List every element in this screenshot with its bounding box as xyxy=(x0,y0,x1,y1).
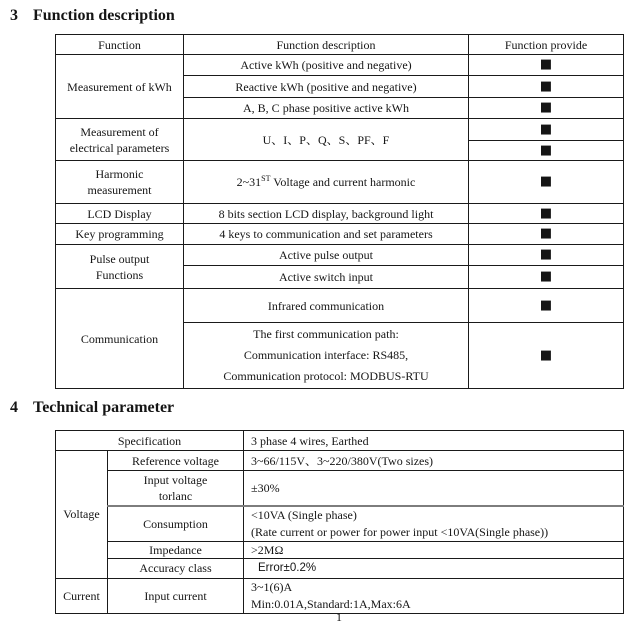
cell-line: Functions xyxy=(95,267,144,282)
cell-consumption-value xyxy=(244,506,624,542)
cell-key-desc: 4 keys to communication and set parameters xyxy=(184,224,469,245)
table-row xyxy=(56,431,624,451)
cell-line: The first communication path: xyxy=(253,327,399,341)
cell-pulse-output-functions xyxy=(56,245,184,289)
provide-mark: ■ xyxy=(469,289,624,323)
table-row xyxy=(56,245,624,266)
provide-mark: ■ xyxy=(469,55,624,76)
cell-input-voltage-tolerance-label xyxy=(108,471,244,506)
cell-voltage-group: Voltage xyxy=(56,451,108,579)
page-number: 1 xyxy=(336,610,342,624)
cell-line: torlanc xyxy=(158,488,193,503)
cell-impedance-label: Impedance xyxy=(108,541,244,558)
cell-line: Min:0.01A,Standard:1A,Max:6A xyxy=(251,596,411,611)
section-4-title: Technical parameter xyxy=(33,399,175,416)
provide-mark: ■ xyxy=(469,224,624,245)
table-row xyxy=(56,55,624,76)
cell-line: Harmonic xyxy=(95,167,144,181)
technical-parameter-table xyxy=(55,430,624,614)
harmonic-range: 2~31 xyxy=(236,175,262,189)
section-3-title: Function description xyxy=(33,7,175,24)
table-row xyxy=(56,204,624,224)
cell-consumption-label: Consumption xyxy=(108,506,244,542)
cell-input-current-label: Input current xyxy=(108,578,244,613)
provide-mark: ■ xyxy=(469,141,624,161)
header-function-description: Function description xyxy=(184,35,469,55)
cell-impedance-value: >2MΩ xyxy=(244,541,624,558)
cell-line: Communication protocol: MODBUS-RTU xyxy=(223,369,429,383)
cell-input-voltage-tolerance-value: ±30% xyxy=(244,471,624,506)
table-row xyxy=(56,506,624,542)
cell-communication: Communication xyxy=(56,289,184,389)
table-row xyxy=(56,289,624,323)
table-row xyxy=(56,119,624,141)
table-row xyxy=(56,578,624,613)
table-row xyxy=(56,558,624,578)
cell-active-switch-input: Active switch input xyxy=(184,266,469,289)
cell-line: Input voltage xyxy=(143,472,208,487)
cell-harmonic-measurement xyxy=(56,161,184,204)
table-row xyxy=(56,541,624,558)
cell-key-programming: Key programming xyxy=(56,224,184,245)
table-row xyxy=(56,451,624,471)
provide-mark: ■ xyxy=(469,266,624,289)
provide-mark: ■ xyxy=(469,204,624,224)
cell-line: 3~1(6)A xyxy=(251,579,293,594)
table-row xyxy=(56,161,624,204)
cell-line: measurement xyxy=(87,183,152,197)
cell-line: <10VA (Single phase) xyxy=(251,507,357,522)
provide-mark: ■ xyxy=(469,161,624,204)
cell-reactive-kwh: Reactive kWh (positive and negative) xyxy=(184,76,469,98)
table-row xyxy=(56,471,624,506)
cell-communication-path xyxy=(184,323,469,389)
provide-mark: ■ xyxy=(469,76,624,98)
section-4-number: 4 xyxy=(10,399,18,416)
harmonic-ordinal: ST xyxy=(261,174,271,183)
section-3-heading xyxy=(10,7,175,25)
cell-abc-phase-kwh: A, B, C phase positive active kWh xyxy=(184,98,469,119)
cell-active-kwh: Active kWh (positive and negative) xyxy=(184,55,469,76)
cell-active-pulse-output: Active pulse output xyxy=(184,245,469,266)
cell-infrared-communication: Infrared communication xyxy=(184,289,469,323)
cell-line: electrical parameters xyxy=(69,140,170,155)
cell-line: (Rate current or power for power input <10VA(Single phase)) xyxy=(251,524,549,539)
cell-line: Communication interface: RS485, xyxy=(243,348,409,362)
cell-electrical-parameters xyxy=(56,119,184,161)
cell-specification-value: 3 phase 4 wires, Earthed xyxy=(244,431,624,451)
cell-accuracy-class-label: Accuracy class xyxy=(108,558,244,578)
function-description-table xyxy=(55,34,624,389)
cell-input-current-value xyxy=(244,578,624,613)
cell-line: Measurement of xyxy=(80,124,159,139)
table-header-row xyxy=(56,35,624,55)
table-row xyxy=(56,224,624,245)
cell-reference-voltage-value: 3~66/115V、3~220/380V(Two sizes) xyxy=(244,451,624,471)
cell-current-group: Current xyxy=(56,578,108,613)
section-3-number: 3 xyxy=(10,7,18,24)
cell-accuracy-class-value: Error±0.2% xyxy=(244,558,624,578)
harmonic-text: Voltage and current harmonic xyxy=(270,175,416,189)
cell-lcd-display: LCD Display xyxy=(56,204,184,224)
cell-lcd-desc: 8 bits section LCD display, background light xyxy=(184,204,469,224)
cell-harmonic-desc xyxy=(184,161,469,204)
provide-mark: ■ xyxy=(469,323,624,389)
header-function: Function xyxy=(56,35,184,55)
header-function-provide: Function provide xyxy=(469,35,624,55)
section-4-heading xyxy=(10,399,174,417)
cell-measurement-of-kwh: Measurement of kWh xyxy=(56,55,184,119)
provide-mark: ■ xyxy=(469,245,624,266)
cell-specification-label: Specification xyxy=(56,431,244,451)
cell-reference-voltage-label: Reference voltage xyxy=(108,451,244,471)
provide-mark: ■ xyxy=(469,119,624,141)
provide-mark: ■ xyxy=(469,98,624,119)
cell-uipq-desc: U、I、P、Q、S、PF、F xyxy=(184,119,469,161)
cell-line: Pulse output xyxy=(89,251,150,266)
